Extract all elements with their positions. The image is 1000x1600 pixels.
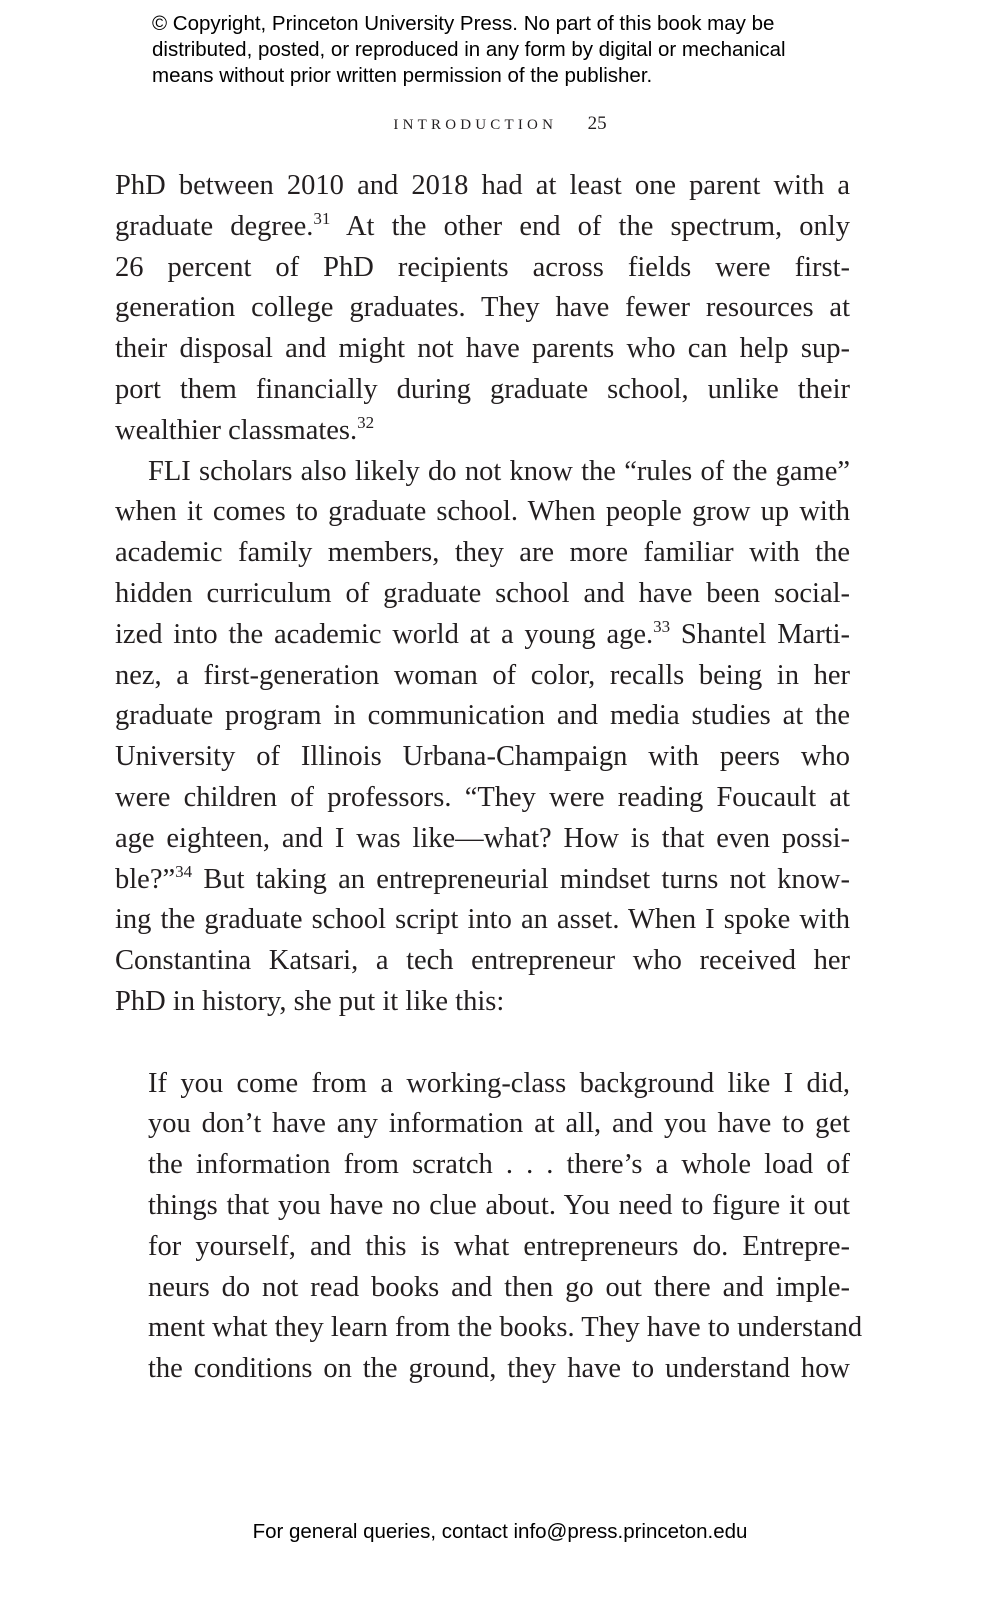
text-run: At the other end of the spectrum, only [330,210,850,242]
text-run: ized into the academic world at a young age. [115,618,654,650]
paragraph [115,166,850,452]
body-text [115,166,863,1390]
text-run: 26 percent of PhD recipients across fields were first- [115,251,850,283]
text-line [115,329,850,370]
copyright-notice [152,11,852,89]
text-run: graduate degree. [115,210,314,242]
text-line [115,574,850,615]
text-run: hidden curriculum of graduate school and have been social- [115,577,850,609]
chapter-title: INTRODUCTION [393,117,558,133]
text-run: nez, a first-generation woman of color, recalls being in her [115,659,850,691]
paragraph [115,452,850,1023]
copyright-line: means without prior written permission of the publisher. [152,64,653,87]
text-run: Constantina Katsari, a tech entrepreneur who received her [115,945,850,977]
text-line [115,819,850,860]
text-run: their disposal and might not have parents who can help sup- [115,333,850,365]
quote-line: you don’t have any information at all, and you have to get [148,1108,850,1140]
running-head [0,113,1000,135]
text-run: But taking an entrepreneurial mindset turns not know- [192,863,850,895]
quote-line: ment what they learn from the books. They have to understand [148,1312,863,1344]
text-run: PhD in history, she put it like this: [115,985,505,1017]
quote-line: the information from scratch . . . there’s a whole load of [148,1149,850,1181]
text-line [115,492,850,533]
text-run: ing the graduate school script into an asset. When I spoke with [115,904,850,936]
text-line [115,411,850,452]
text-run: FLI scholars also likely do not know the “rules of the game” [148,455,850,487]
text-run: age eighteen, and I was like—what? How is that even possi- [115,822,850,854]
quote-line: things that you have no clue about. You need to figure it out [148,1189,850,1221]
footer-contact: For general queries, contact info@press.princeton.edu [252,1520,748,1543]
text-line [115,533,850,574]
quote-line: for yourself, and this is what entrepreneurs do. Entrepre- [148,1230,850,1262]
text-line [115,900,850,941]
text-line [115,166,850,207]
quote-line: If you come from a working-class background like I did, [148,1067,850,1099]
text-line [115,941,850,982]
text-run: were children of professors. “They were reading Foucault at [115,781,850,813]
text-line [115,288,850,329]
quote-line: the conditions on the ground, they have to understand how [148,1353,850,1385]
text-run: Shantel Marti- [670,618,851,650]
text-line [115,370,850,411]
text-line [115,207,850,248]
quote-line: neurs do not read books and then go out there and imple- [148,1271,850,1303]
text-line [115,248,850,289]
block-quote [115,1064,863,1390]
text-run: port them financially during graduate school, unlike their [115,373,850,405]
text-line [115,656,850,697]
text-line [115,982,850,1023]
footnote-ref[interactable]: 34 [175,861,193,881]
text-run: wealthier classmates. [115,414,358,446]
text-line [115,696,850,737]
text-run: PhD between 2010 and 2018 had at least one parent with a [115,170,850,201]
text-run: University of Illinois Urbana-Champaign with peers who [115,741,850,773]
copyright-line: © Copyright, Princeton University Press. No part of this book may be [152,12,775,35]
text-line [115,452,850,493]
footnote-ref[interactable]: 33 [653,616,671,636]
text-run: graduate program in communication and media studies at the [115,700,850,732]
text-run: when it comes to graduate school. When people grow up with [115,496,850,528]
footnote-ref[interactable]: 31 [313,208,331,228]
text-run: academic family members, they are more familiar with the [115,537,850,569]
text-run: generation college graduates. They have fewer resources at [115,292,850,324]
text-run: ble?” [115,863,176,895]
footnote-ref[interactable]: 32 [357,412,375,432]
copyright-line: distributed, posted, or reproduced in any form by digital or mechanical [152,38,786,61]
text-line [115,615,850,656]
page-number: 25 [587,113,607,134]
text-line [115,860,850,901]
text-line [115,737,850,778]
spacer [115,1023,850,1064]
text-line [115,778,850,819]
